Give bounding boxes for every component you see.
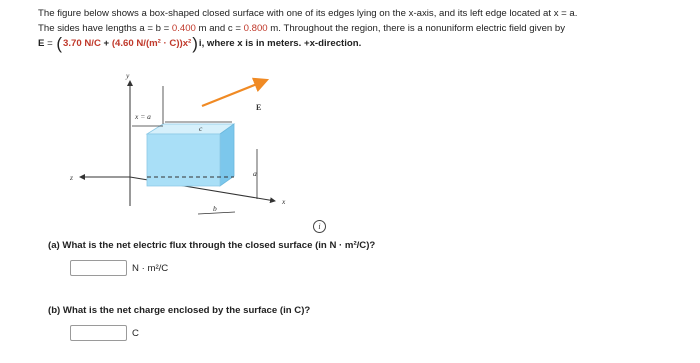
const-term: 3.70 N/C xyxy=(63,38,101,49)
label-x: x xyxy=(282,197,286,206)
unit-b: C xyxy=(132,327,139,339)
answer-row-b xyxy=(70,325,139,341)
problem-statement xyxy=(38,6,688,51)
question-a: (a) What is the net electric flux through the closed surface (in N · m²/C)? xyxy=(48,240,376,251)
info-icon[interactable]: i xyxy=(313,220,326,233)
question-b: (b) What is the net charge enclosed by the surface (in C)? xyxy=(48,305,311,316)
open-paren: ( xyxy=(56,33,63,53)
problem-line-2: The sides have lengths a = b = 0.400 m and c = 0.800 m. Throughout the region, there is a nonuniform electric field given by xyxy=(38,23,566,34)
equation-tail: i, where x is in meters. +x-direction. xyxy=(198,38,362,49)
label-a: a xyxy=(253,169,257,178)
e-vector: E xyxy=(38,38,45,49)
label-e: E xyxy=(256,103,262,112)
box-front-face xyxy=(147,134,220,186)
answer-row-a xyxy=(70,260,168,276)
problem-line-1: The figure below shows a box-shaped closed surface with one of its edges lying on the x-axis, and its left edge located at x = a. xyxy=(38,8,578,19)
c-value: 0.800 xyxy=(243,23,268,34)
ab-value: 0.400 xyxy=(171,23,196,34)
label-x-a: x = a xyxy=(135,112,151,121)
coef-term: (4.60 N/(m² · C))x² xyxy=(111,38,192,49)
label-b: b xyxy=(213,204,217,213)
unit-a: N · m²/C xyxy=(132,262,169,274)
label-y: y xyxy=(126,71,130,80)
label-c: c xyxy=(199,124,203,133)
answer-b-input[interactable] xyxy=(70,325,127,341)
field-equation: E = ( 3.70 N/C + (4.60 N/(m² · C))x² ) i, where x is in meters. +x-direction. xyxy=(38,33,362,53)
box-top-face xyxy=(147,124,234,134)
label-z: z xyxy=(70,173,73,182)
close-paren: ) xyxy=(192,33,198,53)
box-figure xyxy=(70,66,355,226)
answer-a-input[interactable] xyxy=(70,260,127,276)
